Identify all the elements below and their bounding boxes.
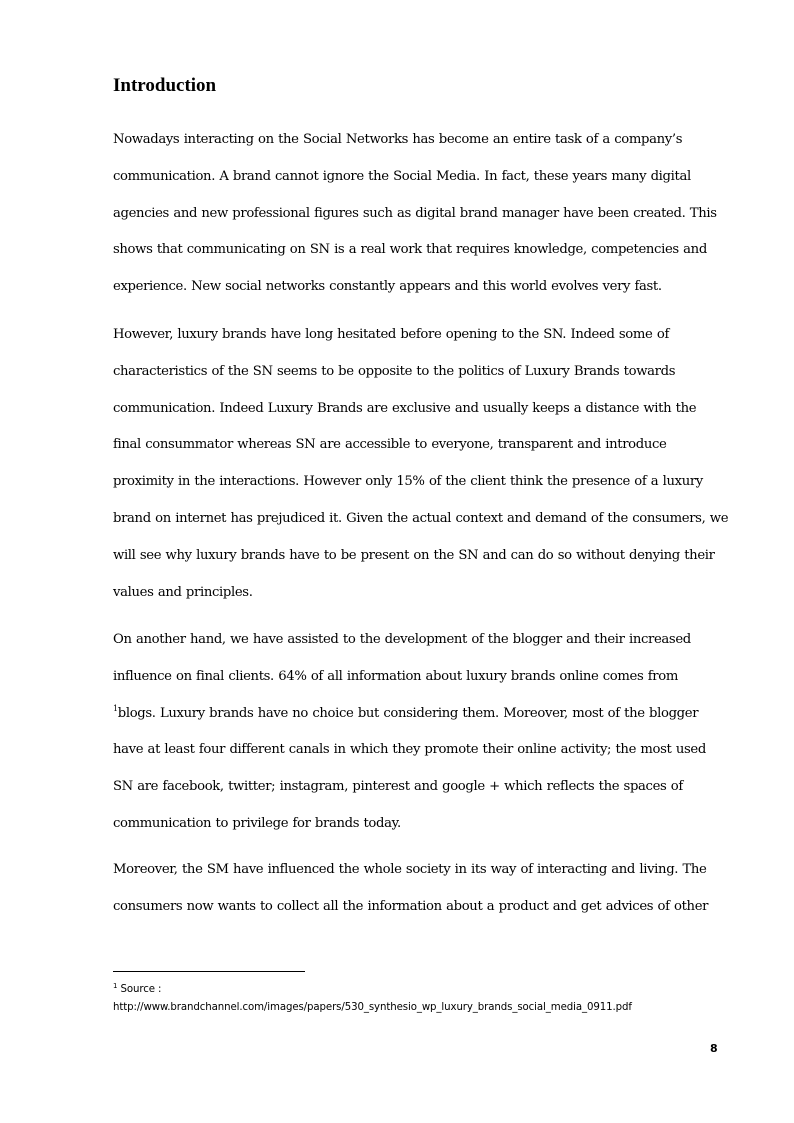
text-line: Nowadays interacting on the Social Networks has become an entire task of a company’s [113,132,683,147]
text-line: will see why luxury brands have to be present on the SN and can do so without denying their [113,547,715,563]
paragraph-1 [113,122,719,306]
text-line: On another hand, we have assisted to the development of the blogger and their increased [113,632,691,647]
text-line: values and principles. [113,584,253,600]
text-line: However, luxury brands have long hesitated before opening to the SN. Indeed some of [113,327,669,342]
section-heading: Introduction [113,75,217,96]
footnote [113,981,719,1017]
text-line: communication to privilege for brands today. [113,815,401,831]
footnote-source-line [113,981,719,999]
footnote-reference[interactable]: 1 [113,703,118,713]
paragraph-3 [113,622,719,843]
text-line: communication. A brand cannot ignore the Social Media. In fact, these years many digital [113,168,691,184]
text-line: consumers now wants to collect all the information about a product and get advices of other [113,898,709,914]
text-line: Moreover, the SM have influenced the whole society in its way of interacting and living. The [113,862,707,877]
footnote-label: Source : [120,984,162,995]
text-line: characteristics of the SN seems to be opposite to the politics of Luxury Brands towards [113,363,676,379]
text-line-with-footnote [113,696,719,733]
text-line: influence on final clients. 64% of all information about luxury brands online comes from [113,668,678,684]
paragraph-2 [113,317,729,611]
paragraph-4 [113,852,719,926]
text-line: communication. Indeed Luxury Brands are exclusive and usually keeps a distance with the [113,400,697,416]
text-line: proximity in the interactions. However only 15% of the client think the presence of a luxury [113,474,703,490]
text-line: brand on internet has prejudiced it. Given the actual context and demand of the consumers, we [113,510,729,526]
text-line: final consummator whereas SN are accessible to everyone, transparent and introduce [113,437,667,453]
text-line: experience. New social networks constantly appears and this world evolves very fast. [113,279,662,295]
footnote-marker: 1 [113,982,118,990]
text-line: have at least four different canals in which they promote their online activity; the most used [113,742,706,758]
text-line: shows that communicating on SN is a real work that requires knowledge, competencies and [113,242,707,258]
text-line: agencies and new professional figures such as digital brand manager have been created. This [113,205,717,221]
text-line-content: blogs. Luxury brands have no choice but considering them. Moreover, most of the blogger [117,705,699,721]
page-number: 8 [710,1042,718,1055]
footnote-url[interactable]: http://www.brandchannel.com/images/papers/530_synthesio_wp_luxury_brands_social_media_0911.pdf [113,1002,632,1013]
footnote-separator [113,971,305,972]
text-line: SN are facebook, twitter; instagram, pinterest and google + which reflects the spaces of [113,779,683,795]
